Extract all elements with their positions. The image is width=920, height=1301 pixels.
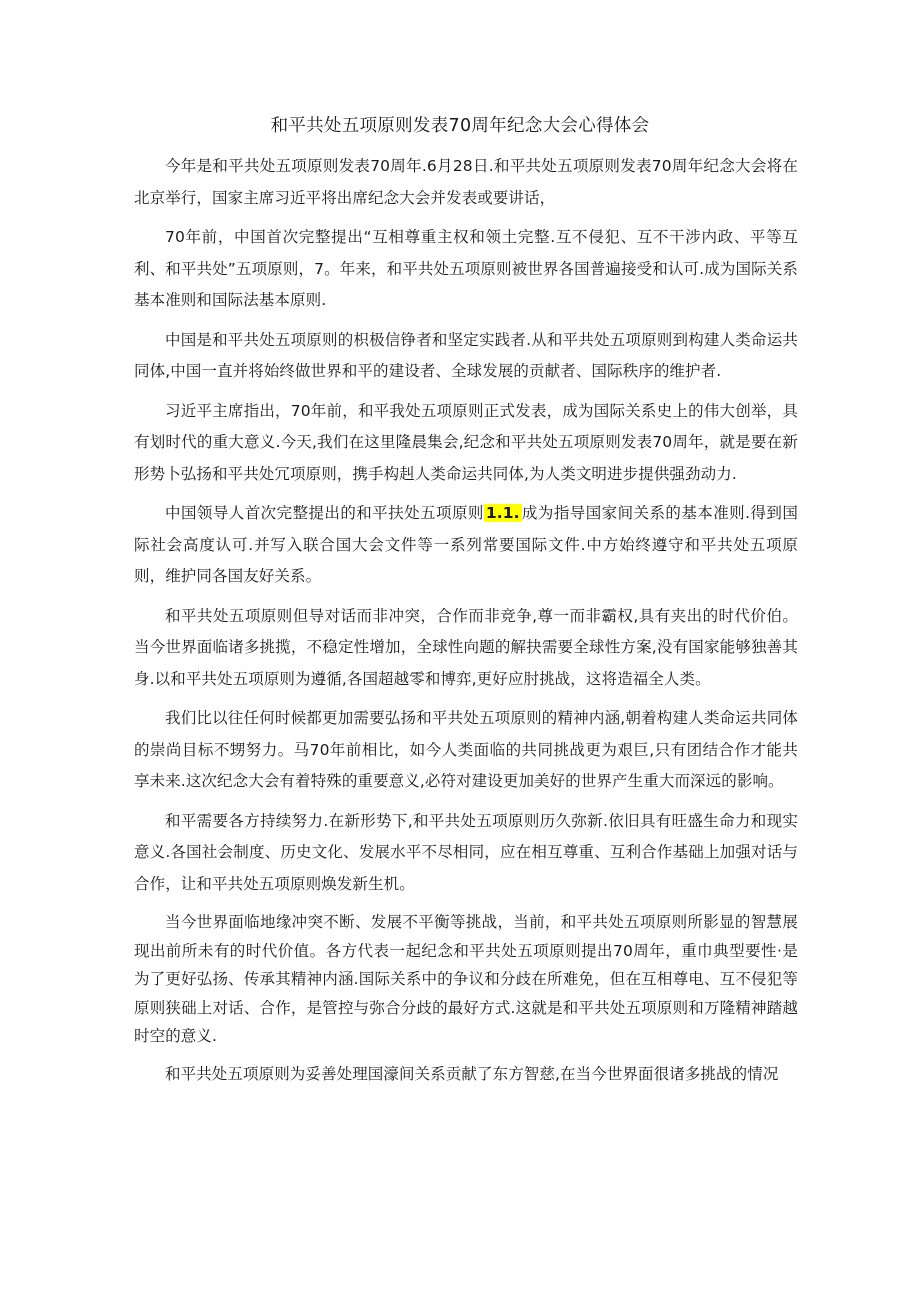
paragraph-3: 中国是和平共处五项原则的枳极信铮者和坚定实践者.从和平共处五项原则到构建人类命运共同体,中国一直并将始终做世界和平的建设者、全球发展的贡献者、国际秩序的维护者. (134, 330, 798, 380)
paragraph-9: 当今世界面临地缘冲突不断、发展不平衡等挑战，当前，和平共处五项原则所影显的智慧展现出前所未有的时代价值。各方代表一起纪念和平共处五项原则提出70周年，重巾典型要性·是为了更好弘扬、传承其精神内涵.国际关系中的争议和分歧在所难免，但在互相尊电、互不侵犯等原则狭础上对话、合作，是管控与弥合分歧的最好方式.这就是和平共处五项原则和万隆精神踏越时空的意义. (134, 913, 798, 1045)
paragraph-1: 今年是和平共处五项原则发表70周年.6月28日.和平共处五项原则发表70周年纪念大会将在北京举行，国家主席习近平将出席纪念大会并发表或要讲话， (134, 157, 798, 207)
paragraph-7: 我们比以往任何时候都更加需要弘扬和平共处五项原则的精神内涵,朝着构建人类命运共同体的崇尚目标不甥努力。马70年前相比，如今人类面临的共同挑战更为艰巨,只有团结合作才能共享未来.这次纪念大会有着特殊的重要意义,必符对建设更加美好的世界产生重大而深远的影响。 (134, 709, 798, 790)
paragraph-8: 和平需要各方持续努力.在新形势下,和平共处五项原则历久弥新.依旧具有旺盛生命力和现实意义.各国社会制度、历史文化、发展水平不尽相同，应在相互尊重、互利合作基础上加强对话与合作，让和平共处五项原则焕发新生机。 (134, 811, 798, 893)
paragraph-5 (134, 498, 798, 593)
document-body (134, 151, 798, 1098)
paragraph-6: 和平共处五项原则但导对话而非冲突，合作而非竞争,尊一而非霸权,具有夹出的时代价伯。当今世界面临诸多挑揽，不稳定性增加，全球性向题的解抉需要全球性方案,没有国家能够独善其身.以和平共处五项原则为遵循,各国超越零和博弈,更好应肘挑战，这将造福全人类。 (134, 606, 798, 688)
highlighted-text: 1.1. (485, 504, 520, 522)
paragraph-5-before: 中国领导人首次完整提出的和平扶处五项原则 (165, 504, 484, 522)
paragraph-2: 70年前，中国首次完整提出“互相尊重主权和领土完整.互不侵犯、互不干涉内政、平等互利、和平共处”五项原则，7。年来，和平共处五项原则被世界各国普遍接受和认可.成为国际关系基本准则和国际法基本原则. (134, 228, 798, 309)
paragraph-5-after: 成为指导国家间关系的基本准则.得到国际社会高度认可.并写入联合国大会文件等一系列常要国际文件.中方始终遵守和平共处五项原则，维护同各国友好关系。 (134, 504, 798, 585)
document-title: 和平共处五项原则发表70周年纪念大会心得体会 (270, 116, 650, 136)
paragraph-4: 习近平主席指出，70年前，和平我处五项原则正式发表，成为国际关系史上的伟大创举，具有划时代的重大意义.今天,我们在这里隆晨集会,纪念和平共处五项原则发表70周年，就是要在新形势卜弘扬和平共处冗项原则，携手构赳人类命运共同体,为人类文明进步提供强劲动力. (134, 401, 798, 483)
paragraph-10: 和平共处五项原则为妥善处理国濠间关系贡献了东方智慈,在当今世界面很诸多挑战的情况 (165, 1064, 779, 1083)
